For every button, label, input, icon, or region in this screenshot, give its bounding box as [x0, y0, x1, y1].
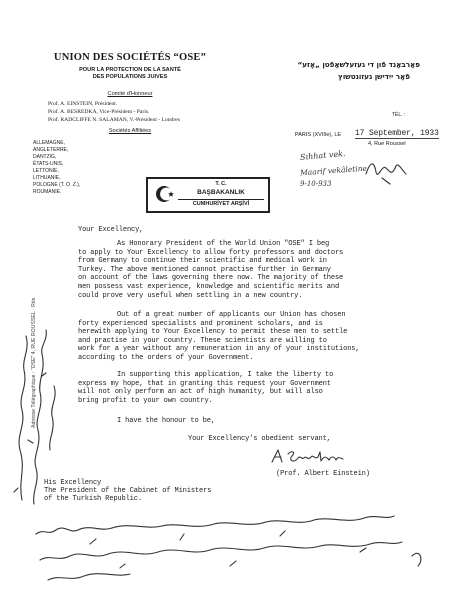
- street-address: 4, Rue Roussel: [368, 141, 406, 147]
- telegraph-address: Adresse Télégraphique : “OSE” 4, RUE ROUSSEL · Rés: [31, 297, 37, 428]
- country-item: LITHUANIE,: [33, 175, 61, 181]
- stamp-line3: CUMHURİYET ARŞİVİ: [178, 199, 264, 207]
- text-line: on account of the laws governing there now. The majority of these: [78, 274, 344, 283]
- country-item: ALLEMAGNE,: [33, 140, 65, 146]
- text-line: As Honorary President of the World Union "OSE" I beg: [117, 240, 330, 248]
- text-line: herewith applying to Your Excellency to permit these men to settle: [78, 328, 348, 337]
- handwritten-note-line2: Maarif vekâletine: [299, 163, 368, 178]
- handwritten-note-line1: Sıhhat vek.: [299, 149, 346, 162]
- honorary-member: Prof. RADCLIFFE N. SALAMAN, V.-Président - Londres: [48, 117, 180, 123]
- comite-heading: Comité d'Honneur: [107, 91, 153, 97]
- handwritten-note-number: 9-10-933: [300, 180, 332, 188]
- country-item: LETTONIE,: [33, 168, 59, 174]
- addressee-line: The President of the Cabinet of Ministers: [44, 487, 212, 496]
- honorary-member: Prof. A. BESREDKA, Vice-Président - Paris.: [48, 109, 150, 115]
- text-line: Out of a great number of applicants our Union has chosen: [117, 311, 346, 319]
- text-line: will not only perform an act of high humanity, but will also: [78, 388, 323, 397]
- text-line: express my hope, that in granting this request your Government: [78, 379, 331, 388]
- handwritten-bottom-note-icon: [30, 500, 430, 586]
- country-item: ANGLETERRE,: [33, 147, 69, 153]
- country-list: [33, 140, 80, 196]
- country-item: ÉTATS-UNIS,: [33, 161, 64, 167]
- stamp-line1: T. C.: [215, 181, 227, 187]
- salutation: Your Excellency,: [78, 226, 144, 234]
- place-date-prefix: PARIS (XVIIIe), LE: [295, 132, 342, 138]
- crescent-star-icon: [153, 183, 177, 205]
- paragraph-1: [78, 240, 343, 300]
- closing: Your Excellency's obedient servant,: [188, 435, 331, 443]
- hebrew-org-line1: פּאַרבאַנד פֿון די געזעלשאַפֿטן „אָזע“: [297, 60, 420, 69]
- text-line: could prove very useful when settling in a new country.: [78, 291, 303, 300]
- country-item: ROUMANIE.: [33, 189, 62, 195]
- org-purpose-line2: DES POPULATIONS JUIVES: [92, 74, 168, 80]
- addressee-line: His Excellency: [44, 479, 102, 487]
- text-line: bring profit to your own country.: [78, 396, 213, 405]
- text-line: and practise in your country. These scientists are willing to: [78, 336, 327, 345]
- text-line: according to the orders of your Government.: [78, 353, 254, 362]
- signer-name: (Prof. Albert Einstein): [276, 470, 370, 478]
- text-line: work for a year without any remuneration in any of your institutions,: [78, 345, 360, 354]
- handwritten-paraph-icon: [362, 154, 412, 188]
- paragraph-3: [78, 371, 333, 405]
- archive-stamp: [146, 177, 270, 213]
- text-line: Turkey. The above mentioned cannot practise further in Germany: [78, 265, 331, 274]
- paragraph-2: [78, 311, 359, 363]
- honour-line: I have the honour to be,: [117, 417, 215, 425]
- letter-date: 17 September, 1933: [355, 129, 439, 138]
- societes-heading: Sociétés Affiliées: [108, 128, 152, 134]
- country-item: DANTZIG,: [33, 154, 57, 160]
- signature-einstein-icon: [268, 446, 360, 468]
- tel-label: TÉL. :: [392, 112, 406, 118]
- honorary-member: Prof. A. EINSTEIN, Président.: [48, 101, 118, 107]
- org-purpose-line1: POUR LA PROTECTION DE LA SANTÉ: [79, 67, 181, 73]
- handwritten-margin-note-icon: [4, 300, 74, 510]
- text-line: to apply to Your Excellency to allow forty professors and doctors: [78, 248, 344, 257]
- org-name: UNION DES SOCIÉTÉS “OSE”: [53, 52, 207, 63]
- stamp-line2: BAŞBAKANLIK: [197, 189, 245, 196]
- hebrew-org-line2: פֿאַר ייִדישן געזונטשוץ: [338, 72, 410, 81]
- country-item: POLOGNE (T. O. Z.),: [33, 182, 81, 188]
- text-line: forty experienced specialists and prominent scholars, and is: [78, 319, 323, 328]
- addressee-line: of the Turkish Republic.: [44, 495, 142, 504]
- text-line: men possess vast experience, knowledge and scientific merits and: [78, 282, 340, 291]
- text-line: from Germany to continue their scientific and medical work in: [78, 257, 327, 266]
- text-line: In supporting this application, I take the liberty to: [117, 371, 334, 379]
